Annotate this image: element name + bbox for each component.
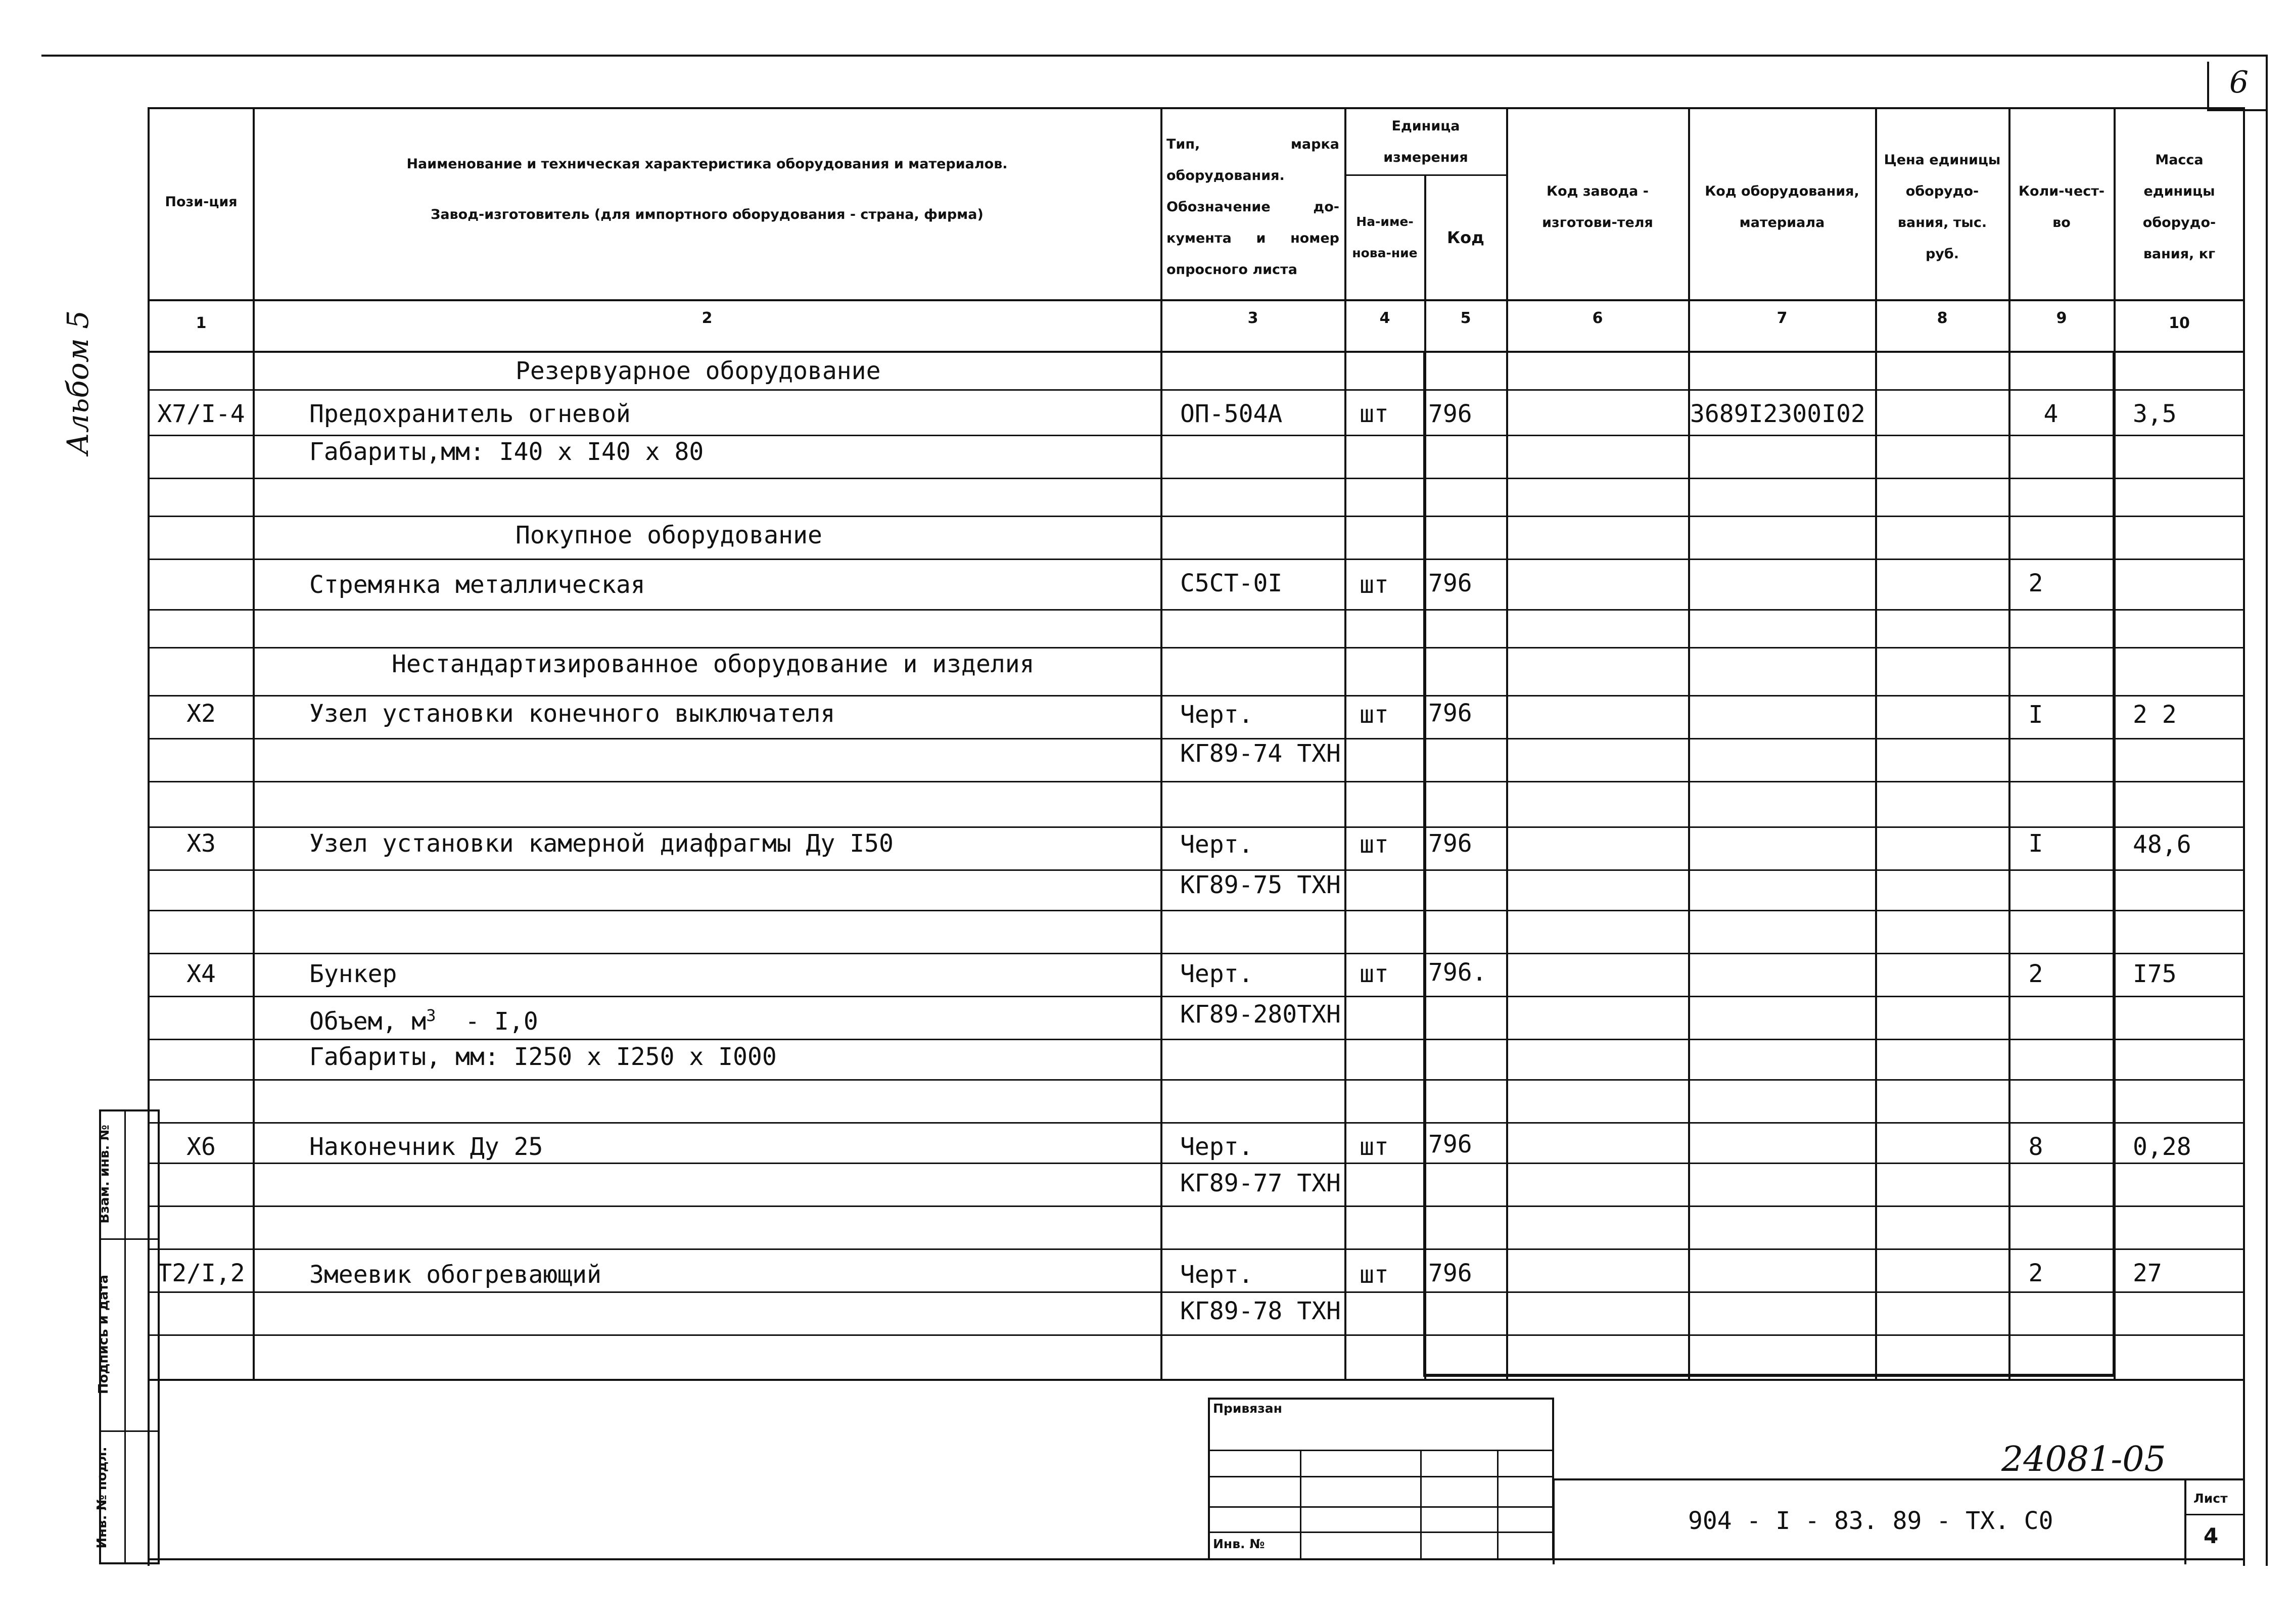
row-type: Черт.: [1180, 960, 1253, 988]
section-title: Резервуарное оборудование: [516, 357, 881, 385]
header-price: Цена единицы оборудо-вания, тыс. руб.: [1884, 152, 2001, 262]
row-unit: шт: [1360, 960, 1389, 988]
title-bottom-line: [148, 1558, 2245, 1560]
row-type: Черт.: [1180, 1133, 1253, 1161]
document-code: 904 - I - 83. 89 - ТХ. С0: [1688, 1507, 2053, 1535]
row-position: Х6: [186, 1133, 216, 1161]
col-number: 3: [1247, 309, 1258, 327]
row-type-doc: КГ89-74 ТХН: [1180, 739, 1341, 768]
row-type: Черт.: [1180, 701, 1253, 729]
privyazan-label: Привязан: [1213, 1401, 1282, 1416]
section-title: Покупное оборудование: [516, 521, 822, 549]
frame-right: [2266, 55, 2268, 1566]
header-type: Тип, марка оборудования. Обозначение до-кумента и номер опросного листа: [1166, 136, 1339, 277]
col-number: 4: [1379, 309, 1390, 327]
volume-superscript: 3: [426, 1006, 436, 1025]
row-position: Х3: [186, 829, 216, 858]
row-unit-code: 796: [1428, 699, 1472, 727]
row-type-doc: КГ89-78 ТХН: [1180, 1297, 1341, 1325]
row-name: Узел установки конечного выключателя: [309, 700, 835, 728]
col-number: 10: [2169, 314, 2190, 332]
row-quantity: 2: [2028, 569, 2043, 597]
col-number: 5: [1460, 309, 1471, 327]
row-type-doc: КГ89-75 ТХН: [1180, 871, 1341, 899]
row-unit: шт: [1360, 571, 1389, 599]
row-unit: шт: [1360, 830, 1389, 859]
row-quantity: 2: [2028, 960, 2043, 988]
side-stamp-inv-podl: Инв. № подл.: [95, 1447, 110, 1549]
sheet-number: 4: [2204, 1523, 2219, 1548]
body-bold-frame: [1423, 351, 2116, 1377]
row-type-doc: КГ89-280ТХН: [1180, 1000, 1341, 1029]
row-mass: 48,6: [2133, 830, 2191, 859]
album-label: Альбом 5: [61, 310, 95, 455]
row-position: Х2: [186, 700, 216, 728]
row-name: Бункер: [309, 960, 397, 988]
col-number: 2: [701, 309, 713, 327]
row-unit-code: 796: [1428, 400, 1472, 428]
row-name: Стремянка металлическая: [309, 571, 645, 599]
col-number: 9: [2056, 309, 2067, 327]
header-factory-code: Код завода - изготови-теля: [1542, 183, 1653, 230]
row-unit-code: 796: [1428, 829, 1472, 858]
row-unit: шт: [1360, 400, 1389, 428]
row-type: Черт.: [1180, 1261, 1253, 1289]
privyazan-block: [1208, 1398, 1554, 1560]
header-equipment-code: Код оборудования, материала: [1705, 183, 1859, 230]
row-mass: 0,28: [2133, 1133, 2191, 1161]
row-quantity: 8: [2028, 1133, 2043, 1161]
page-number: 6: [2229, 65, 2249, 100]
row-quantity: I: [2028, 701, 2043, 729]
volume-label: Объем, м: [309, 1007, 427, 1036]
section-title: Нестандартизированное оборудование и изделия: [392, 650, 1035, 678]
row-unit-code: 796: [1428, 1130, 1472, 1158]
row-mass: 2 2: [2133, 701, 2177, 729]
col-number: 6: [1592, 309, 1603, 327]
row-name: Узел установки камерной диафрагмы Ду I50: [309, 829, 894, 858]
row-position: Х4: [186, 960, 216, 988]
row-type-doc: КГ89-77 ТХН: [1180, 1169, 1341, 1197]
row-quantity: I: [2028, 829, 2043, 858]
header-name-line2: Завод-изготовитель (для импортного оборудования - страна, фирма): [431, 207, 984, 222]
inv-no-label: Инв. №: [1213, 1537, 1265, 1551]
row-name: Наконечник Ду 25: [309, 1133, 543, 1161]
row-mass: 3,5: [2133, 400, 2177, 428]
row-equipment-code: 3689I2300I02: [1690, 400, 1865, 428]
col-number: 7: [1776, 309, 1788, 327]
col-number: 8: [1937, 309, 1948, 327]
row-unit: шт: [1360, 701, 1389, 729]
row-unit-code: 796: [1428, 569, 1472, 597]
row-mass: I75: [2133, 960, 2177, 988]
header-quantity: Коли-чест-во: [2018, 183, 2105, 230]
row-name-detail: Габариты,мм: I40 х I40 х 80: [309, 438, 704, 466]
row-type: Черт.: [1180, 830, 1253, 859]
sheet-label: Лист: [2193, 1491, 2228, 1506]
row-unit-code: 796.: [1428, 958, 1487, 987]
row-position: Т2/I,2: [157, 1259, 245, 1287]
row-mass: 27: [2133, 1259, 2162, 1287]
header-position: Пози-ция: [165, 194, 238, 210]
header-name-line1: Наименование и техническая характеристика оборудования и материалов.: [406, 156, 1008, 172]
row-type: С5СТ-0I: [1180, 569, 1283, 597]
volume-value: - I,0: [436, 1007, 538, 1036]
row-name-volume: [309, 1001, 538, 1036]
side-stamp-vzam: Взам. инв. №: [97, 1125, 112, 1224]
header-unit-name: На-име-нова-ние: [1352, 214, 1418, 260]
header-unit-group: Единица измерения: [1383, 118, 1468, 165]
row-position: Х7/I-4: [157, 400, 245, 428]
row-unit: шт: [1360, 1133, 1389, 1161]
side-stamp-podpis: Подпись и дата: [96, 1274, 111, 1395]
row-unit: шт: [1360, 1261, 1389, 1289]
row-quantity: 2: [2028, 1259, 2043, 1287]
row-name: Предохранитель огневой: [309, 400, 631, 428]
row-quantity: 4: [2043, 400, 2059, 428]
row-unit-code: 796: [1428, 1259, 1472, 1287]
row-name: Змеевик обогревающий: [309, 1261, 601, 1289]
col-number: 1: [196, 314, 207, 332]
handwritten-number: 24081-05: [2001, 1440, 2166, 1479]
header-unit-code: Код: [1447, 228, 1484, 247]
row-type: ОП-504А: [1180, 400, 1283, 428]
header-mass: Масса единицы оборудо-вания, кг: [2142, 152, 2216, 262]
row-name-dimensions: Габариты, мм: I250 х I250 х I000: [309, 1043, 777, 1071]
